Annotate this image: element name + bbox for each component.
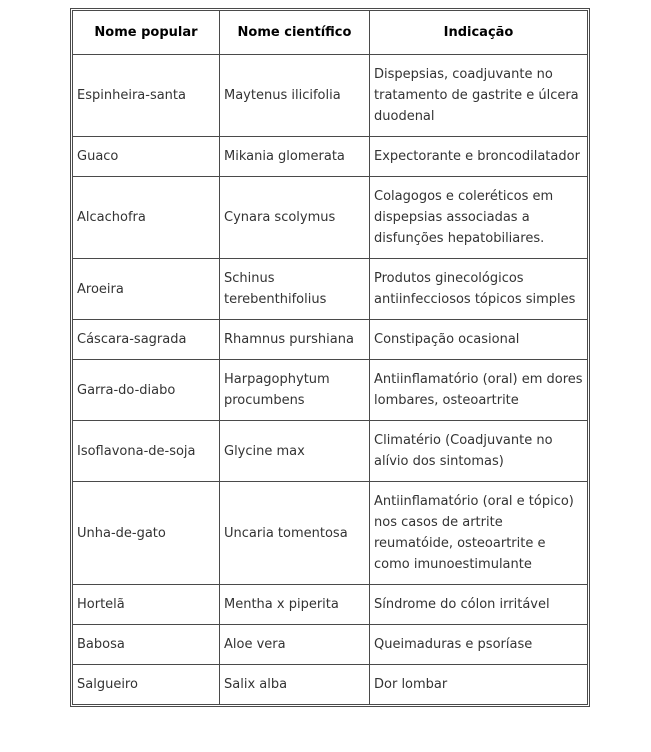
cell-popular-name: Alcachofra	[73, 177, 220, 259]
cell-scientific-name: Schinus terebenthifolius	[220, 259, 370, 320]
cell-popular-name: Espinheira-santa	[73, 55, 220, 137]
cell-scientific-name: Aloe vera	[220, 625, 370, 665]
cell-indication: Dispepsias, coadjuvante no tratamento de gastrite e úlcera duodenal	[370, 55, 588, 137]
table-row	[73, 665, 588, 705]
cell-indication: Colagogos e coleréticos em dispepsias associadas a disfunções hepatobiliares.	[370, 177, 588, 259]
cell-popular-name: Garra-do-diabo	[73, 360, 220, 421]
table-row	[73, 259, 588, 320]
cell-popular-name: Cáscara-sagrada	[73, 320, 220, 360]
table-row	[73, 177, 588, 259]
cell-popular-name: Isoflavona-de-soja	[73, 421, 220, 482]
cell-scientific-name: Glycine max	[220, 421, 370, 482]
cell-scientific-name: Salix alba	[220, 665, 370, 705]
cell-scientific-name: Uncaria tomentosa	[220, 482, 370, 585]
cell-scientific-name: Cynara scolymus	[220, 177, 370, 259]
cell-indication: Síndrome do cólon irritável	[370, 585, 588, 625]
cell-indication: Produtos ginecológicos antiinfecciosos tópicos simples	[370, 259, 588, 320]
cell-scientific-name: Mikania glomerata	[220, 137, 370, 177]
column-header-indication: Indicação	[370, 11, 588, 55]
table-row	[73, 137, 588, 177]
cell-scientific-name: Harpagophytum procumbens	[220, 360, 370, 421]
table-row	[73, 482, 588, 585]
table-body	[73, 55, 588, 705]
cell-indication: Queimaduras e psoríase	[370, 625, 588, 665]
table-row	[73, 11, 588, 55]
table-row	[73, 585, 588, 625]
cell-scientific-name: Rhamnus purshiana	[220, 320, 370, 360]
table-row	[73, 320, 588, 360]
column-header-popular-name: Nome popular	[73, 11, 220, 55]
cell-popular-name: Salgueiro	[73, 665, 220, 705]
cell-popular-name: Hortelã	[73, 585, 220, 625]
cell-popular-name: Babosa	[73, 625, 220, 665]
cell-popular-name: Guaco	[73, 137, 220, 177]
herb-indications-table	[72, 10, 588, 705]
cell-indication: Constipação ocasional	[370, 320, 588, 360]
table-row	[73, 421, 588, 482]
cell-indication: Dor lombar	[370, 665, 588, 705]
cell-scientific-name: Mentha x piperita	[220, 585, 370, 625]
column-header-scientific-name: Nome científico	[220, 11, 370, 55]
cell-indication: Antiinflamatório (oral e tópico) nos casos de artrite reumatóide, osteoartrite e como imunoestimulante	[370, 482, 588, 585]
cell-indication: Antiinflamatório (oral) em dores lombares, osteoartrite	[370, 360, 588, 421]
herb-table-border	[70, 8, 590, 707]
cell-indication: Climatério (Coadjuvante no alívio dos sintomas)	[370, 421, 588, 482]
cell-popular-name: Aroeira	[73, 259, 220, 320]
cell-popular-name: Unha-de-gato	[73, 482, 220, 585]
cell-indication: Expectorante e broncodilatador	[370, 137, 588, 177]
table-row	[73, 55, 588, 137]
cell-scientific-name: Maytenus ilicifolia	[220, 55, 370, 137]
table-row	[73, 360, 588, 421]
table-header-row	[73, 11, 588, 55]
table-row	[73, 625, 588, 665]
